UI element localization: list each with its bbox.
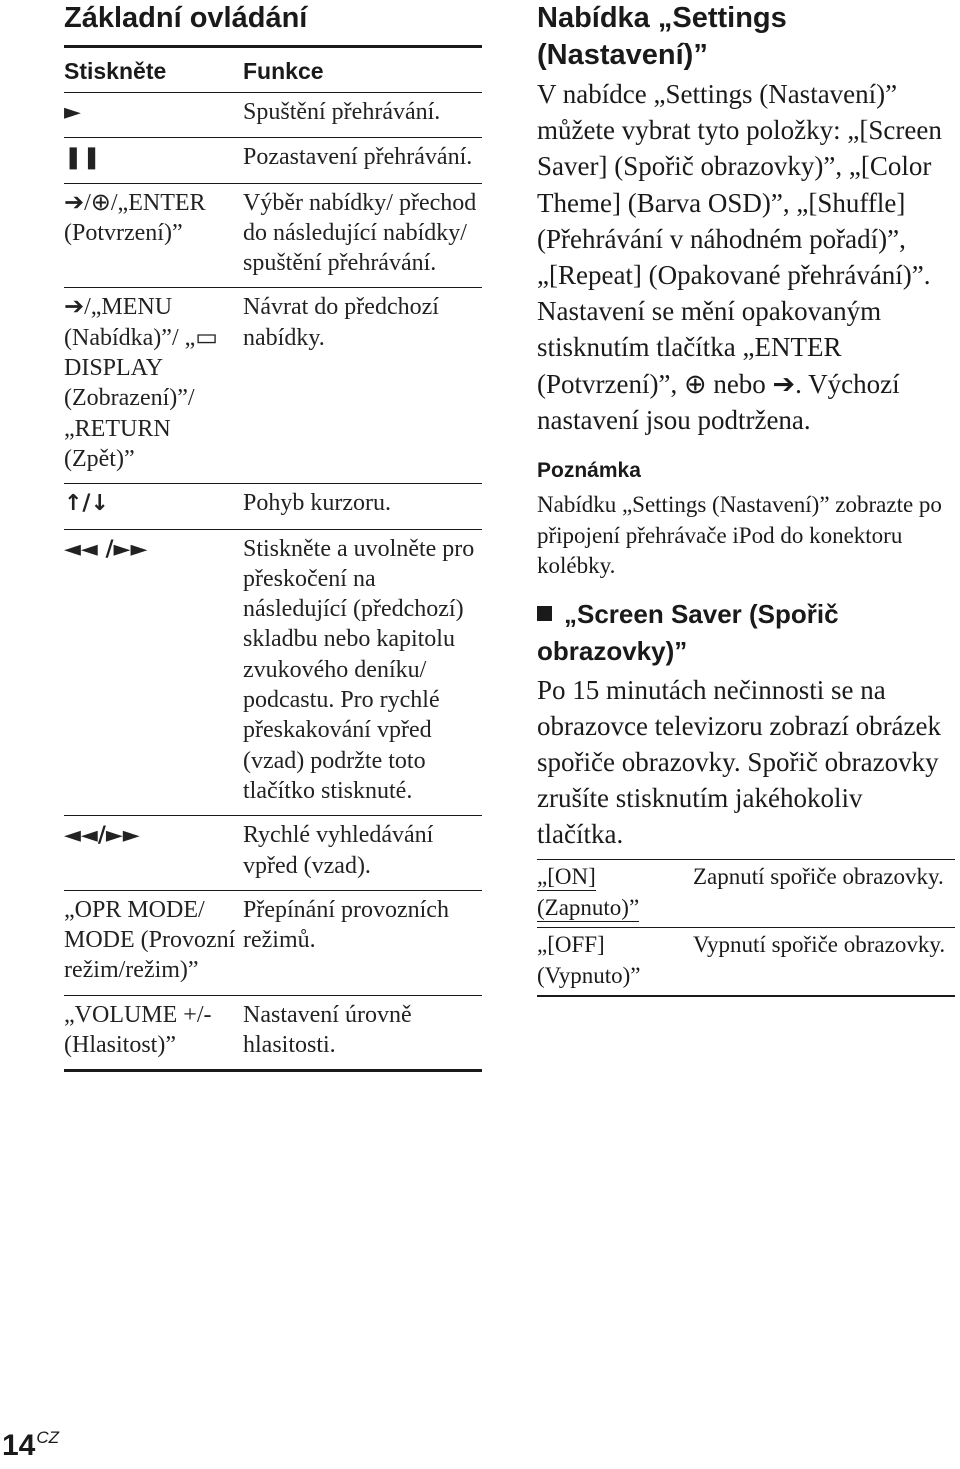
page-number-value: 14	[2, 1429, 36, 1462]
option-cell	[537, 859, 693, 927]
function-cell: Pohyb kurzoru.	[243, 484, 482, 529]
table-row	[64, 93, 482, 138]
rewind-forward-icon: ◄◄/►►	[64, 823, 140, 849]
key-cell	[64, 93, 243, 138]
option-cell	[537, 927, 693, 996]
table-row	[64, 138, 482, 183]
up-down-arrow-icon: ↑/↓	[64, 491, 109, 517]
page-number	[2, 1428, 59, 1463]
right-column	[537, 0, 955, 997]
option-description: Vypnutí spořiče obrazovky.	[693, 927, 955, 996]
key-cell	[64, 138, 243, 183]
settings-intro: V nabídce „Settings (Nastavení)” můžete vybrat tyto položky: „[Screen Saver] (Spořič obrazovky)”, „[Color Theme] (Barva OSD)”, „[Shuffle] (Přehrávání v náhodném pořadí)”, „[Repeat] (Opakované přehrávání)”. Nastavení se mění opakovaným stisknutím tlačítka „ENTER (Potvrzení)”, ⊕ nebo ➔. Výchozí nastavení jsou podtržena.	[537, 79, 942, 435]
option-label-default: „[ON] (Zapnuto)”	[537, 863, 640, 920]
key-cell	[64, 529, 243, 816]
table-header-row	[64, 47, 482, 93]
column-header-function: Funkce	[243, 47, 482, 93]
option-description: Zapnutí spořiče obrazovky.	[693, 859, 955, 927]
key-cell	[64, 484, 243, 529]
key-cell: ➔/„MENU (Nabídka)”/ „▭ DISPLAY (Zobrazení)”/ „RETURN (Zpět)”	[64, 288, 243, 484]
table-row	[64, 183, 482, 288]
key-cell: „VOLUME +/- (Hlasitost)”	[64, 995, 243, 1071]
screen-saver-heading-text: „Screen Saver (Spořič obrazovky)”	[537, 598, 839, 666]
function-cell: Nastavení úrovně hlasitosti.	[243, 995, 482, 1071]
screen-saver-text: Po 15 minutách nečinnosti se na obrazovce televizoru zobrazí obrázek spořiče obrazovky. Spořič obrazovky zrušíte stisknutím jakéhokoliv tlačítka.	[537, 674, 942, 850]
table-row	[64, 484, 482, 529]
function-cell: Rychlé vyhledávání vpřed (vzad).	[243, 816, 482, 891]
page-number-suffix: CZ	[36, 1428, 60, 1447]
option-label: „[OFF] (Vypnuto)”	[537, 931, 641, 988]
column-header-press: Stiskněte	[64, 47, 243, 93]
table-row	[64, 890, 482, 995]
table-row	[64, 529, 482, 816]
function-cell: Stiskněte a uvolněte pro přeskočení na následující (předchozí) skladbu nebo kapitolu zvukového deníku/ podcastu. Pro rychlé přeskakování vpřed (vzad) podržte toto tlačítko stisknuté.	[243, 529, 482, 816]
screen-saver-heading	[537, 596, 955, 670]
square-bullet-icon	[537, 606, 552, 621]
key-cell: „OPR MODE/ MODE (Provozní režim/režim)”	[64, 890, 243, 995]
table-row	[537, 859, 955, 927]
function-cell: Přepínání provozních režimů.	[243, 890, 482, 995]
skip-prev-next-icon: ◄◄ /►►	[64, 536, 148, 562]
section-title: Základní ovládání	[64, 2, 308, 34]
table-row	[64, 288, 482, 484]
table-row	[64, 995, 482, 1071]
options-table	[537, 859, 955, 997]
note-heading: Poznámka	[537, 459, 641, 483]
table-row	[537, 927, 955, 996]
controls-table	[64, 45, 482, 1072]
function-cell: Spuštění přehrávání.	[243, 93, 482, 138]
function-cell: Návrat do předchozí nabídky.	[243, 288, 482, 484]
table-row	[64, 816, 482, 891]
key-cell	[64, 816, 243, 891]
play-icon: ►	[64, 100, 81, 125]
function-cell: Pozastavení přehrávání.	[243, 138, 482, 183]
key-cell: ➔/⊕/„ENTER (Potvrzení)”	[64, 183, 243, 288]
left-column	[64, 0, 482, 1072]
function-cell: Výběr nabídky/ přechod do následující nabídky/ spuštění přehrávání.	[243, 183, 482, 288]
settings-title: Nabídka „Settings (Nastavení)”	[537, 2, 787, 71]
pause-icon: ❚❚	[64, 145, 101, 171]
note-text: Nabídku „Settings (Nastavení)” zobrazte po připojení přehrávače iPod do konektoru kolébky.	[537, 492, 942, 579]
